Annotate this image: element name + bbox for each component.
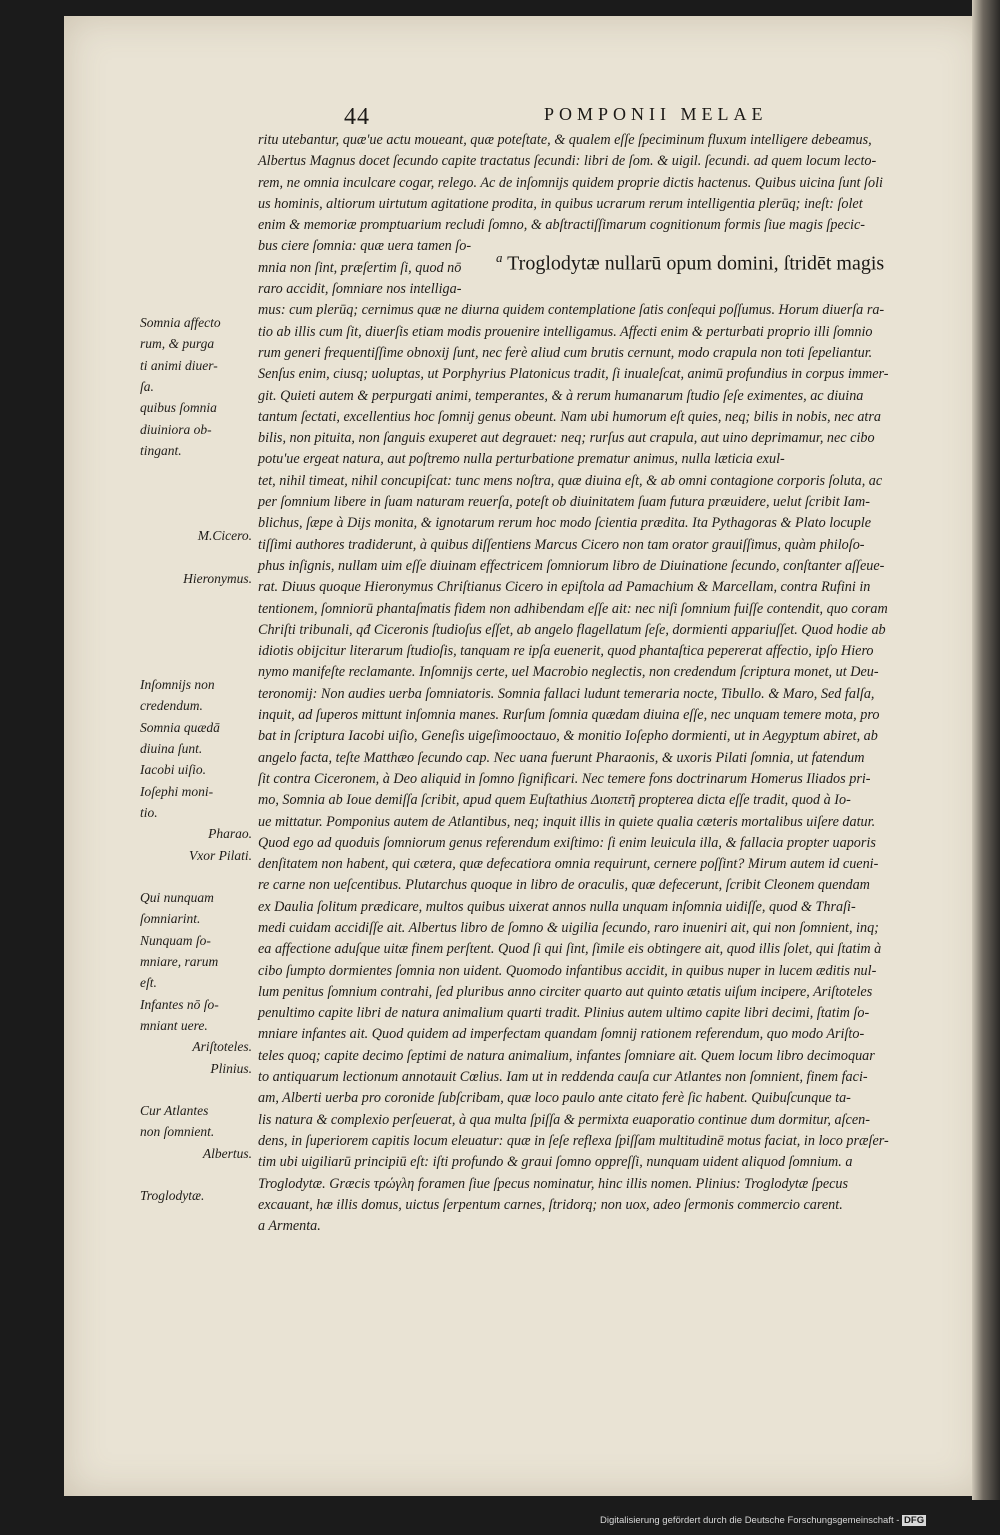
text-line: tiſſimi authores tradiderunt, à quibus diſſentiens Marcus Cicero non tam orator grauiſſimus, quàm philoſo- <box>258 536 865 553</box>
text-line: us hominis, altiorum uirtutum agitatione prodita, in quibus ucrarum rerum intelligentia plerūq; ineſt: ſolet <box>258 195 863 212</box>
main-text-block <box>258 130 938 1237</box>
text-line: cibo ſumpto dormientes ſomnia non uident. Quomodo infantibus accidit, in quibus nuper in lucem æditis nul- <box>258 962 877 979</box>
margin-note: Infantes nō ſo- <box>140 996 219 1012</box>
margin-note: Iacobi uiſio. <box>140 762 206 778</box>
text-line: inquit, ad ſuperos mittunt inſomnia manes. Rurſum ſomnia quædam diuina eſſe, nec unquam temere mota, pro <box>258 707 880 724</box>
text-line: tantum ſectati, excellentius hoc ſomnij genus obeunt. Nam ubi humorum eſt quies, neq; bilis in nobis, nec atra <box>258 408 881 425</box>
heading-text: Troglodytæ nullarū opum domini, ſtridēt magis <box>507 252 885 275</box>
text-line: mniare infantes ait. Quod quidem ad imperfectam quandam ſomnij rationem referendum, quo modo Ariſto- <box>258 1026 865 1043</box>
text-line: Senſus enim, ciusq; uoluptas, ut Porphyrius Platonicus tradit, ſi inualeſcat, animū profundius in corpus immer- <box>258 366 889 383</box>
margin-note: rum, & purga <box>140 336 215 352</box>
text-line: rum generi frequentiſſime obnoxij ſunt, nec ferè aliud cum brutis cernunt, modo crapula non toti ſepeliantur. <box>258 344 873 361</box>
text-line: tentionem, ſomniorū phantaſmatis fidem non adhibendam eſſe ait: nec niſi ſomnium fuiſſe contendit, quo coram <box>258 600 888 617</box>
margin-note: Somnia affecto <box>140 315 221 330</box>
text-line: nymo manifeſte reclamante. Inſomnijs certe, uel Macrobio neglectis, non credendum ſcriptura monet, ut Deu- <box>258 664 879 681</box>
text-line: ſit contra Ciceronem, à Deo aliquid in ſomno ſignificari. Nec temere fons doctrinarum Homerus Iliados pri- <box>258 770 871 787</box>
margin-note: diuiniora ob- <box>140 421 212 437</box>
text-line: denſitatem non habent, qui cætera, quæ defecatiora omnia requirunt, cernere poſſint? Mirum autem id cueni- <box>258 856 879 873</box>
text-line: am, Alberti uerba pro coronide ſubſcribam, quæ loco paulo ante citato ferè ſic habent. Quibuſcunque ta- <box>258 1090 851 1107</box>
margin-note: Vxor Pilati. <box>189 847 252 863</box>
text-line: bat in ſcriptura Iacobi uiſio, Geneſis uigeſimooctauo, & monitio Ioſepho dormienti, ut in Aegyptum abiret, ab <box>258 728 878 745</box>
margin-note: tio. <box>140 804 158 820</box>
margin-note: tingant. <box>140 442 182 458</box>
text-line: phus inſignis, nullam uim eſſe diuinam effectricem ſomniorum libro de Diuinatione ſecundo, conſtanter aſſeue- <box>258 557 885 574</box>
footer-credit <box>600 1515 926 1526</box>
text-line: tio ab illis cum ſit, diuerſis etiam modis prouenire intelligamus. Affecti enim & perturbati proprio illi ſomnio <box>258 323 873 340</box>
text-line: per ſomnium libere in ſuam naturam reuerſa, poteſt ob diuinitatem ſuam futura præuidere, uelut ſcribit Iam- <box>258 494 870 511</box>
text-line: Quod ego ad quoduis ſomniorum genus referendum exiſtimo: ſi enim leuicula illa, & fallacia propter uaporis <box>258 834 876 851</box>
text-line: tet, nihil timeat, nihil concupiſcat: tunc mens noſtra, quæ diuina eſt, & ab omni contagione corporis ſoluta, ac <box>258 472 883 489</box>
text-line: ue mittatur. Pomponius autem de Atlantibus, neq; inquit illis in quiete qualia cæteris mortalibus uiſere datur. <box>258 813 876 830</box>
text-line: ritu utebantur, quæ'ue actu moueant, quæ poteſtate, & qualem eſſe ſpeciminum fluxum intelligere debeamus, <box>258 132 872 148</box>
text-line: ea affectione aduſque uitæ finem perſtent. Quod ſi qui ſint, ſimile eis obtingere ait, quod illis ſolet, qui ſtatim à <box>258 941 882 958</box>
text-line: rat. Diuus quoque Hieronymus Chriſtianus Cicero in epiſtola ad Pamachium & Marcellam, contra Rufini in <box>258 579 871 596</box>
text-line: excauant, hæ illis domus, uictus ſerpentum carnes, ſtridorq; non uox, adeo ſermonis commercio carent. <box>258 1196 843 1213</box>
text-line: teronomij: Non audies uerba ſomniatoris. Somnia fallaci ludunt temeraria nocte, Tibullo. & Maro, Sed falſa, <box>258 685 875 702</box>
text-line: Albertus Magnus docet ſecundo capite tractatus ſecundi: libri de ſom. & uigil. ſecundi. ad quem locum lecto- <box>258 153 877 170</box>
margin-note: Troglodytæ. <box>140 1188 205 1204</box>
text-line: idiotis obijcitur literarum ſtudioſis, tanquam re ipſa euenerit, quod phantaſtica pepererat affectio, ipſo Hiero <box>258 643 874 660</box>
text-line: raro accidit, ſomniare nos intelliga- <box>258 281 462 298</box>
text-line: teles quoq; capite decimo ſeptimi de natura animalium, infantes ſomniare ait. Quem locum libro decimoquar <box>258 1047 875 1064</box>
text-line: tim ubi uigiliarū principiū eſt: iſti profundo & graui ſomno oppreſſi, nunquam uident aliquod ſomnium. a <box>258 1154 853 1171</box>
margin-note: quibus ſomnia <box>140 400 217 416</box>
margin-note: credendum. <box>140 698 203 714</box>
text-line: penultimo capite libri de natura animalium quarti tradit. Plinius autem ultimo capite libri decimi, ſtatim ſo- <box>258 1005 870 1022</box>
footer-text: Digitalisierung gefördert durch die Deutsche Forschungsgemeinschaft - <box>600 1515 900 1526</box>
margin-note: Qui nunquam <box>140 890 214 906</box>
margin-note: ſomniarint. <box>140 911 201 927</box>
text-line: angelo facta, teſte Matthæo ſecundo cap. Nec uana fuerunt Pharaonis, & uxoris Pilati ſomnia, ut fatendum <box>258 749 865 766</box>
heading-note-marker: a <box>496 250 503 265</box>
text-line: mo, Somnia ab Ioue demiſſa ſcribit, apud quem Euſtathius Διοπετῆ propterea dicta eſſe tradit, quod à Io- <box>258 792 851 809</box>
text-line: mnia non ſint, præſertim ſi, quod nō <box>258 259 462 276</box>
margin-note: Pharao. <box>208 826 252 842</box>
text-line: ex Daulia ſolitum prædicare, multos quibus uixerat annos nulla unquam inſomnia uidiſſe, quod & Thraſi- <box>258 898 856 915</box>
margin-note: eſt. <box>140 975 157 991</box>
margin-note: Inſomnijs non <box>140 677 215 693</box>
margin-note: non ſomnient. <box>140 1124 215 1140</box>
text-line: git. Quieti autem & perpurgati animi, temperantes, & à rerum humanarum ſtudio ſeſe eximentes, ac diuina <box>258 387 864 404</box>
margin-note: mniare, rarum <box>140 954 219 969</box>
page-edge <box>972 0 1000 1500</box>
text-line: re carne non ueſcentibus. Plutarchus quoque in libro de oraculis, quæ defecerunt, ſcribit Cleonem quendam <box>258 877 870 894</box>
text-line: mus: cum plerūq; cernimus quæ ne diurna quidem contemplatione ſatis conſequi poſſumus. Horum diuerſa ra- <box>258 302 885 319</box>
margin-note: Ioſephi moni- <box>140 783 214 799</box>
margin-note: Ariſtoteles. <box>192 1039 252 1055</box>
margin-note: Somnia quædā <box>140 719 220 735</box>
margin-note: Albertus. <box>202 1145 252 1161</box>
margin-note: M.Cicero. <box>197 528 252 543</box>
margin-note: Nunquam ſo- <box>140 932 211 948</box>
margin-note: Cur Atlantes <box>140 1103 209 1119</box>
margin-note: ti animi diuer- <box>140 357 218 373</box>
margin-note: mniant uere. <box>140 1017 208 1033</box>
text-line: Chriſti tribunali, qđ Ciceronis ſtudioſus eſſet, ab angelo flagellatum ſeſe, dormienti appariuſſet. Quod hodie ab <box>258 621 886 638</box>
dfg-logo: DFG <box>904 1515 925 1526</box>
running-title: POMPONII MELAE <box>544 104 768 124</box>
text-line: a Armenta. <box>258 1218 321 1235</box>
text-line: lis natura & complexio perſeuerat, à qua multa ſpiſſa & permixta euaporatio continue dum dormitur, aſcen- <box>258 1111 870 1128</box>
margin-note: ſa. <box>140 378 154 394</box>
text-line: potu'ue ergeat natura, aut poſtremo nulla perturbatione prematur animus, nulla læticia exul- <box>258 451 785 468</box>
margin-note: Plinius. <box>210 1060 252 1076</box>
text-line: blichus, ſæpe à Dijs monita, & ignotarum rerum hoc modo ſcientia prædita. Ita Pythagoras & Plato locuple <box>258 515 872 532</box>
text-line: to antiquarum lectionum annotauit Cœlius. Iam ut in reddenda cauſa cur Atlantes non ſomnient, finem faci- <box>258 1069 868 1086</box>
text-line: lum penitus ſomnium contrahi, ſed pluribus anno circiter quarto aut quinto ætatis uiſum incipere, Ariſtoteles <box>258 983 873 1000</box>
page-number: 44 <box>344 104 370 130</box>
text-line: Troglodytæ. Græcis τρώγλη foramen ſiue ſpecus nominatur, hinc illis nomen. Plinius: Troglodytæ ſpecus <box>258 1175 849 1192</box>
text-line: bilis, non pituita, non ſanguis exuperet aut degrauet: neq; rurſus aut crapula, aut uino deprimamur, nec cibo <box>258 430 875 447</box>
text-line: enim & memoriæ promptuarium recludi ſomno, & abſtractiſſimarum cognitionum formis ſiue magis ſpecic- <box>258 217 865 234</box>
text-line: dens, in ſuperiorem capitis locum eleuatur: quæ in ſeſe reflexa ſpiſſam multitudinē motus faciat, in loco præſer- <box>258 1132 889 1149</box>
text-line: rem, ne omnia inculcare cogar, relego. Ac de inſomnijs quidem proprie dictis hactenus. Quibus uicina ſunt ſoli <box>258 174 883 191</box>
text-line: medi cuidam accidiſſe ait. Albertus libro de ſomno & uigilia ſecundo, raro inueniri ait, qui non ſomnient, inq; <box>258 919 879 936</box>
text-line: bus ciere ſomnia: quæ uera tamen ſo- <box>258 238 472 255</box>
margin-note: diuina ſunt. <box>140 741 203 756</box>
margin-note: Hieronymus. <box>183 570 252 586</box>
